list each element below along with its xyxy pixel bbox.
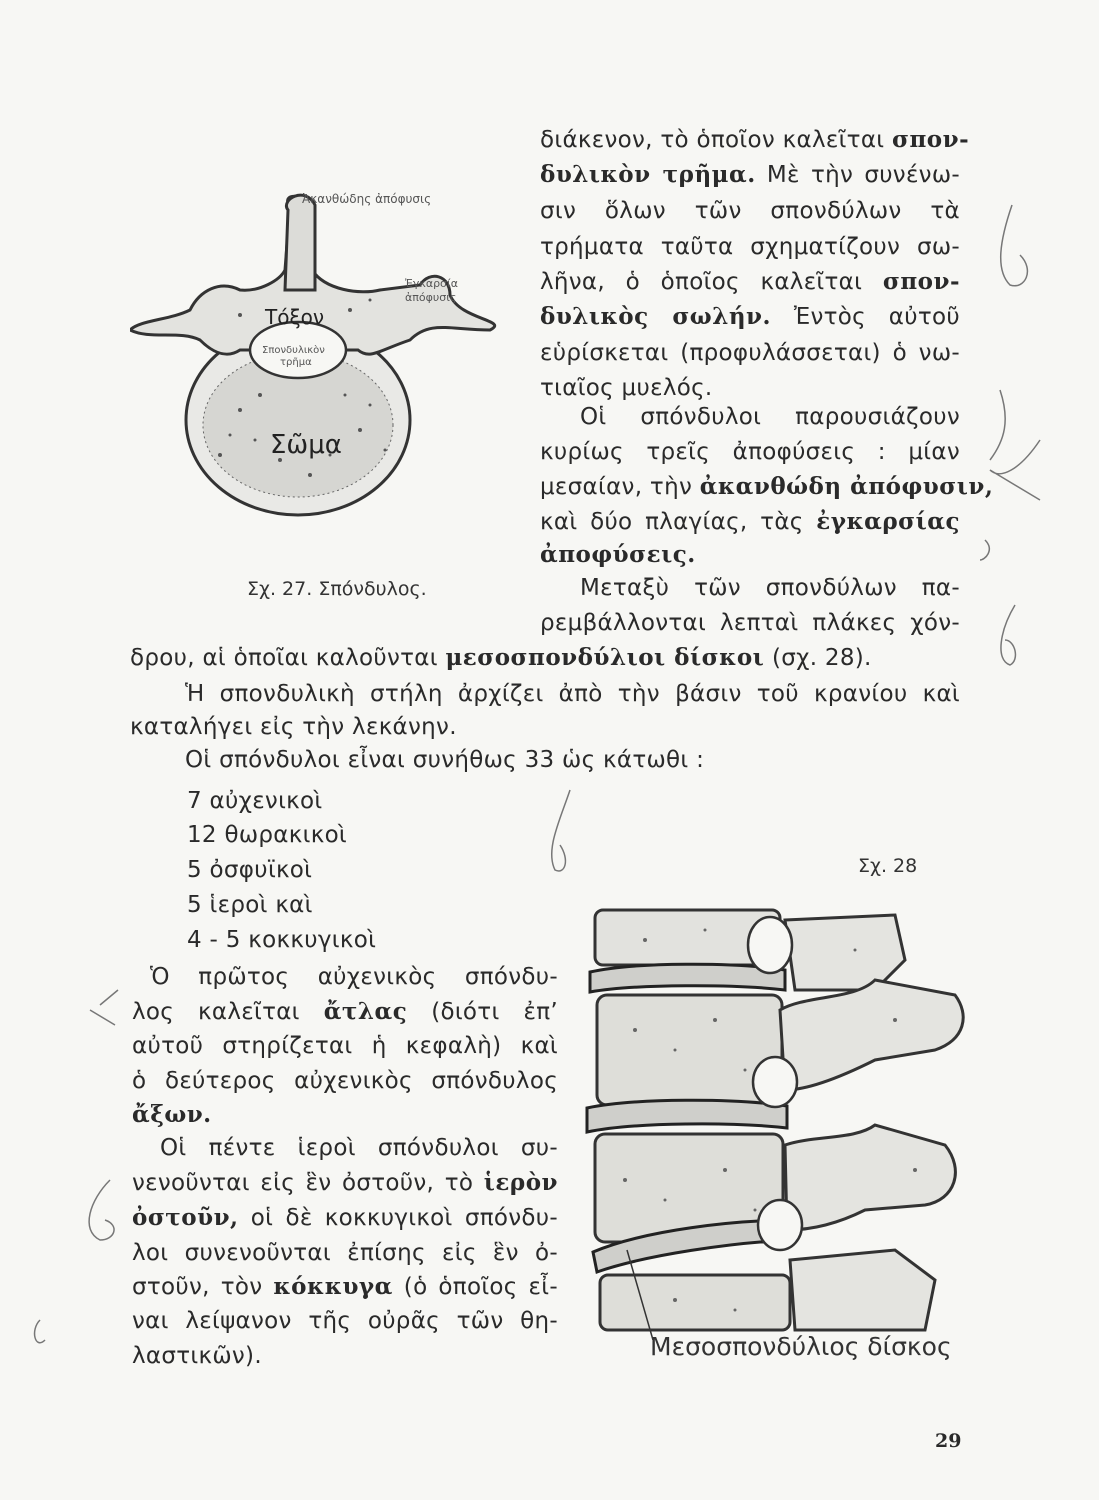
text-line-31: λαστικῶν). — [132, 1343, 262, 1369]
label-transverse-process-2: ἀπόφυσις — [405, 291, 457, 304]
text-line-3: σιν ὅλων τῶν σπονδύλων τὰ — [540, 198, 960, 224]
text-line-9: Οἱ σπόνδυλοι παρουσιάζουν — [580, 404, 960, 430]
list-item: 7 αὐχενικοὶ — [187, 788, 323, 814]
text-line-18: καταλήγει εἰς τὴν λεκάνην. — [130, 714, 457, 740]
text-line-2: δυλικὸν τρῆμα. Μὲ τὴν συνένω- — [540, 161, 960, 188]
text-line-25: Οἱ πέντε ἱεροὶ σπόνδυλοι συ- — [160, 1135, 558, 1161]
text-line-10: κυρίως τρεῖς ἀποφύσεις : μίαν — [540, 439, 960, 465]
spine-illustration — [575, 900, 985, 1340]
label-foramen-1: Σπονδυλικὸν — [262, 345, 325, 356]
text-line-4: τρήματα ταῦτα σχηματίζουν σω- — [540, 234, 960, 260]
list-item: 5 ἱεροὶ καὶ — [187, 892, 313, 918]
figure-28-caption: Σχ. 28 — [858, 855, 918, 877]
page-number: 29 — [935, 1430, 962, 1452]
list-item: 4 - 5 κοκκυγικοὶ — [187, 927, 377, 953]
figure-28-spine — [575, 900, 985, 1340]
label-spinous-process: Ἀκανθώδης ἀπόφυσις — [302, 192, 432, 206]
vertebra-illustration — [130, 180, 530, 550]
text-line-19: Οἱ σπόνδυλοι εἶναι συνήθως 33 ὡς κάτωθι : — [185, 747, 705, 773]
text-line-27: ὀστοῦν, οἱ δὲ κοκκυγικοὶ σπόνδυ- — [132, 1204, 558, 1231]
text-line-17: Ἡ σπονδυλικὴ στήλη ἀρχίζει ἀπὸ τὴν βάσιν τοῦ κρανίου καὶ — [185, 681, 960, 707]
figure-27-caption: Σχ. 27. Σπόνδυλος. — [247, 578, 427, 600]
text-line-29: στοῦν, τὸν κόκκυγα (ὁ ὁποῖος εἶ- — [132, 1273, 558, 1300]
text-line-12: καὶ δύο πλαγίας, τὰς ἐγκαρσίας — [540, 508, 960, 535]
text-line-28: λοι συνενοῦνται ἐπίσης εἰς ἓν ὀ- — [132, 1240, 558, 1266]
list-item: 12 θωρακικοὶ — [187, 822, 348, 848]
text-line-6: δυλικὸς σωλήν. Ἐντὸς αὐτοῦ — [540, 303, 960, 330]
label-body: Σῶμα — [270, 430, 342, 460]
text-line-30: ναι λείψανον τῆς οὐρᾶς τῶν θη- — [132, 1308, 558, 1334]
text-line-11: μεσαίαν, τὴν ἀκανθώδη ἀπόφυσιν, — [540, 473, 994, 500]
text-line-21: λος καλεῖται ἄτλας (διότι ἐπ’ — [132, 998, 558, 1025]
label-foramen-2: τρῆμα — [280, 357, 312, 368]
text-line-16: δρου, αἱ ὁποῖαι καλοῦνται μεσοσπονδύλιοι δίσκοι (σχ. 28). — [130, 644, 872, 671]
label-transverse-process-1: Ἐγκαρσία — [405, 277, 458, 290]
text-line-14: Μεταξὺ τῶν σπονδύλων πα- — [580, 575, 960, 601]
text-line-23: ὁ δεύτερος αὐχενικὸς σπόνδυλος — [132, 1068, 558, 1094]
text-line-22: αὐτοῦ στηρίζεται ἡ κεφαλὴ) καὶ — [132, 1033, 558, 1059]
text-line-13: ἀποφύσεις. — [540, 541, 696, 568]
text-line-15: ρεμβάλλονται λεπταὶ πλάκες χόν- — [540, 610, 960, 636]
text-line-8: τιαῖος μυελός. — [540, 375, 713, 401]
figure-28-label: Μεσοσπονδύλιος δίσκος — [650, 1332, 952, 1361]
list-item: 5 ὀσφυϊκοὶ — [187, 857, 313, 883]
text-line-1: διάκενον, τὸ ὁποῖον καλεῖται σπον- — [540, 126, 970, 153]
figure-27-vertebra — [130, 180, 530, 550]
text-line-24: ἄξων. — [132, 1101, 212, 1128]
text-line-7: εὑρίσκεται (προφυλάσσεται) ὁ νω- — [540, 340, 960, 366]
text-line-26: νενοῦνται εἰς ἓν ὀστοῦν, τὸ ἱερὸν — [132, 1169, 558, 1196]
label-arch: Τόξον — [265, 305, 325, 329]
text-line-20: Ὁ πρῶτος αὐχενικὸς σπόνδυ- — [150, 964, 558, 990]
text-line-5: λῆνα, ὁ ὁποῖος καλεῖται σπον- — [540, 268, 960, 295]
